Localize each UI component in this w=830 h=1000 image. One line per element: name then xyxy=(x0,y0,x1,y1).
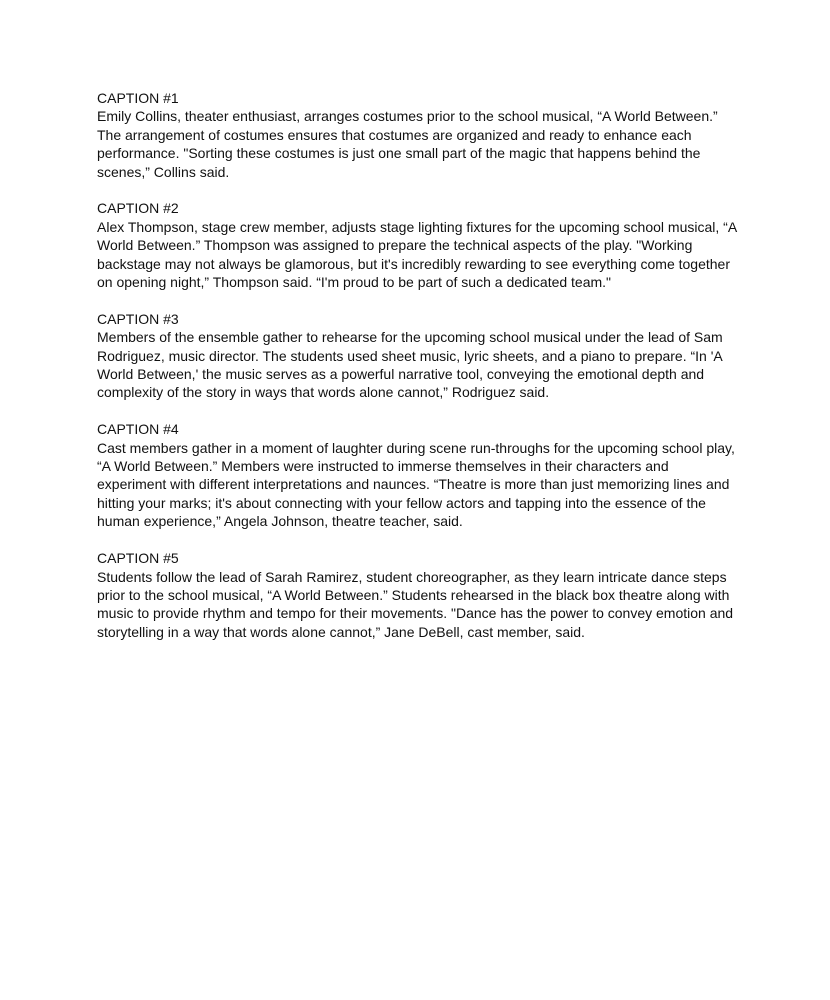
caption-block-3 xyxy=(97,310,737,402)
caption-heading: CAPTION #3 xyxy=(97,310,179,327)
caption-body: Alex Thompson, stage crew member, adjusts stage lighting fixtures for the upcoming school musical, “A World Between.” Thompson was assigned to prepare the technical aspects of the play. "Working backstage may not always be glamorous, but it's incredibly rewarding to see everything come together on opening night,” Thompson said. “I'm proud to be part of such a dedicated team." xyxy=(97,218,737,291)
caption-block-1 xyxy=(97,89,737,181)
document-page xyxy=(97,89,737,660)
caption-heading: CAPTION #2 xyxy=(97,200,179,217)
caption-body: Emily Collins, theater enthusiast, arranges costumes prior to the school musical, “A World Between.” The arrangement of costumes ensures that costumes are organized and ready to enhance each performance. "Sorting these costumes is just one small part of the magic that happens behind the scenes,” Collins said. xyxy=(97,108,718,180)
caption-heading: CAPTION #1 xyxy=(97,90,179,106)
caption-block-4 xyxy=(97,420,737,530)
caption-heading: CAPTION #5 xyxy=(97,550,179,567)
caption-body: Members of the ensemble gather to rehearse for the upcoming school musical under the lead of Sam Rodriguez, music director. The students used sheet music, lyric sheets, and a piano to prepare. “In 'A World Between,' the music serves as a powerful narrative tool, conveying the emotional depth and complexity of the story in ways that words alone cannot,” Rodriguez said. xyxy=(97,329,723,401)
caption-heading: CAPTION #4 xyxy=(97,421,179,438)
caption-block-2 xyxy=(97,199,737,291)
caption-body: Cast members gather in a moment of laughter during scene run-throughs for the upcoming school play, “A World Between.” Members were instructed to immerse themselves in their characters and experiment with different interpretations and naunces. “Theatre is more than just memorizing lines and hitting your marks; it's about connecting with your fellow actors and tapping into the essence of the human experience,” Angela Johnson, theatre teacher, said. xyxy=(97,439,735,530)
caption-body: Students follow the lead of Sarah Ramirez, student choreographer, as they learn intricate dance steps prior to the school musical, “A World Between.” Students rehearsed in the black box theatre along with music to provide rhythm and tempo for their movements. "Dance has the power to convey emotion and storytelling in a way that words alone cannot,” Jane DeBell, cast member, said. xyxy=(97,568,734,640)
caption-block-5 xyxy=(97,549,737,641)
